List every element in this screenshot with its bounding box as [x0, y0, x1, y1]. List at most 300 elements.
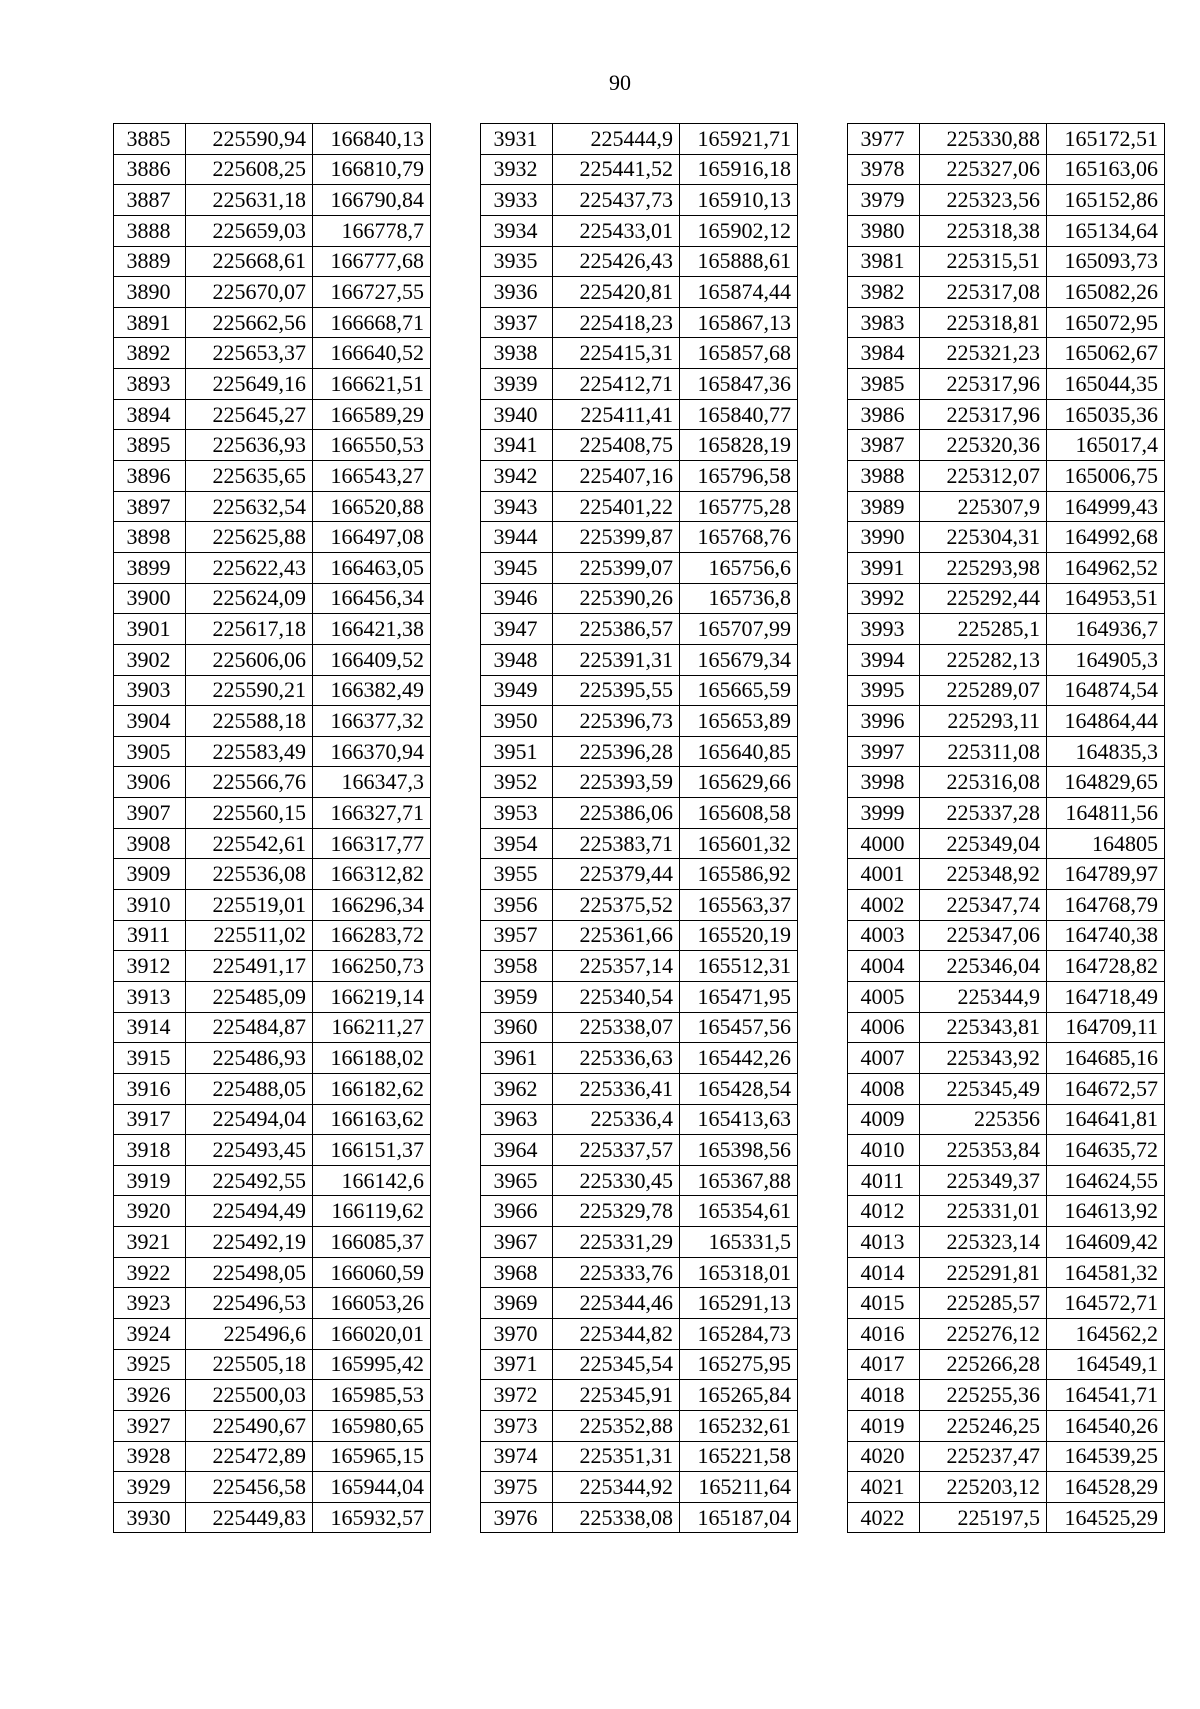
- x-coordinate-cell: 225408,75: [553, 430, 680, 461]
- point-number-cell: 3898: [114, 522, 186, 553]
- table-row: [848, 1104, 1165, 1135]
- x-coordinate-cell: 225344,9: [920, 981, 1047, 1012]
- point-number-cell: 3939: [481, 369, 553, 400]
- y-coordinate-cell: 166188,02: [313, 1043, 431, 1074]
- y-coordinate-cell: 165398,56: [680, 1135, 798, 1166]
- x-coordinate-cell: 225590,94: [186, 124, 313, 155]
- y-coordinate-cell: 164740,38: [1047, 920, 1165, 951]
- y-coordinate-cell: 165768,76: [680, 522, 798, 553]
- y-coordinate-cell: 166151,37: [313, 1135, 431, 1166]
- point-number-cell: 3936: [481, 277, 553, 308]
- point-number-cell: 4006: [848, 1012, 920, 1043]
- table-row: [114, 675, 431, 706]
- x-coordinate-cell: 225395,55: [553, 675, 680, 706]
- table-row: [481, 185, 798, 216]
- x-coordinate-cell: 225352,88: [553, 1410, 680, 1441]
- y-coordinate-cell: 164528,29: [1047, 1472, 1165, 1503]
- y-coordinate-cell: 164962,52: [1047, 552, 1165, 583]
- point-number-cell: 3904: [114, 706, 186, 737]
- table-row: [848, 185, 1165, 216]
- x-coordinate-cell: 225346,04: [920, 951, 1047, 982]
- point-number-cell: 3897: [114, 491, 186, 522]
- y-coordinate-cell: 166119,62: [313, 1196, 431, 1227]
- point-number-cell: 3886: [114, 154, 186, 185]
- x-coordinate-cell: 225519,01: [186, 890, 313, 921]
- x-coordinate-cell: 225356: [920, 1104, 1047, 1135]
- x-coordinate-cell: 225411,41: [553, 399, 680, 430]
- x-coordinate-cell: 225344,46: [553, 1288, 680, 1319]
- point-number-cell: 4019: [848, 1410, 920, 1441]
- point-number-cell: 3948: [481, 644, 553, 675]
- x-coordinate-cell: 225494,04: [186, 1104, 313, 1135]
- table-row: [848, 246, 1165, 277]
- y-coordinate-cell: 166020,01: [313, 1318, 431, 1349]
- table-row: [114, 1043, 431, 1074]
- y-coordinate-cell: 164572,71: [1047, 1288, 1165, 1319]
- point-number-cell: 3941: [481, 430, 553, 461]
- x-coordinate-cell: 225344,92: [553, 1472, 680, 1503]
- table-row: [114, 369, 431, 400]
- y-coordinate-cell: 166621,51: [313, 369, 431, 400]
- table-row: [848, 706, 1165, 737]
- page-number: 90: [609, 70, 631, 95]
- table-row: [481, 828, 798, 859]
- x-coordinate-cell: 225318,81: [920, 307, 1047, 338]
- point-number-cell: 4005: [848, 981, 920, 1012]
- point-number-cell: 3949: [481, 675, 553, 706]
- point-number-cell: 3924: [114, 1318, 186, 1349]
- x-coordinate-cell: 225323,56: [920, 185, 1047, 216]
- point-number-cell: 3925: [114, 1349, 186, 1380]
- y-coordinate-cell: 166543,27: [313, 461, 431, 492]
- point-number-cell: 3989: [848, 491, 920, 522]
- y-coordinate-cell: 165221,58: [680, 1441, 798, 1472]
- table-row: [848, 1318, 1165, 1349]
- y-coordinate-cell: 164805: [1047, 828, 1165, 859]
- table-row: [481, 736, 798, 767]
- table-row: [481, 338, 798, 369]
- point-number-cell: 4008: [848, 1073, 920, 1104]
- table-row: [481, 583, 798, 614]
- y-coordinate-cell: 166163,62: [313, 1104, 431, 1135]
- y-coordinate-cell: 166778,7: [313, 215, 431, 246]
- y-coordinate-cell: 165062,67: [1047, 338, 1165, 369]
- table-row: [114, 614, 431, 645]
- y-coordinate-cell: 165756,6: [680, 552, 798, 583]
- point-number-cell: 3955: [481, 859, 553, 890]
- x-coordinate-cell: 225289,07: [920, 675, 1047, 706]
- x-coordinate-cell: 225505,18: [186, 1349, 313, 1380]
- x-coordinate-cell: 225433,01: [553, 215, 680, 246]
- table-row: [848, 1073, 1165, 1104]
- y-coordinate-cell: 165736,8: [680, 583, 798, 614]
- x-coordinate-cell: 225625,88: [186, 522, 313, 553]
- x-coordinate-cell: 225320,36: [920, 430, 1047, 461]
- point-number-cell: 3999: [848, 798, 920, 829]
- table-row: [114, 1441, 431, 1472]
- y-coordinate-cell: 166727,55: [313, 277, 431, 308]
- x-coordinate-cell: 225496,53: [186, 1288, 313, 1319]
- x-coordinate-cell: 225347,74: [920, 890, 1047, 921]
- table-row: [481, 1410, 798, 1441]
- y-coordinate-cell: 166810,79: [313, 154, 431, 185]
- y-coordinate-cell: 164541,71: [1047, 1380, 1165, 1411]
- y-coordinate-cell: 165608,58: [680, 798, 798, 829]
- point-number-cell: 3892: [114, 338, 186, 369]
- y-coordinate-cell: 165653,89: [680, 706, 798, 737]
- x-coordinate-cell: 225415,31: [553, 338, 680, 369]
- table-row: [848, 1257, 1165, 1288]
- point-number-cell: 4012: [848, 1196, 920, 1227]
- y-coordinate-cell: 165152,86: [1047, 185, 1165, 216]
- x-coordinate-cell: 225293,11: [920, 706, 1047, 737]
- table-row: [848, 1043, 1165, 1074]
- point-number-cell: 3894: [114, 399, 186, 430]
- x-coordinate-cell: 225330,88: [920, 124, 1047, 155]
- table-row: [114, 215, 431, 246]
- table-row: [481, 1043, 798, 1074]
- x-coordinate-cell: 225375,52: [553, 890, 680, 921]
- y-coordinate-cell: 165965,15: [313, 1441, 431, 1472]
- x-coordinate-cell: 225323,14: [920, 1227, 1047, 1258]
- x-coordinate-cell: 225606,06: [186, 644, 313, 675]
- point-number-cell: 3956: [481, 890, 553, 921]
- y-coordinate-cell: 165995,42: [313, 1349, 431, 1380]
- point-number-cell: 4000: [848, 828, 920, 859]
- x-coordinate-cell: 225383,71: [553, 828, 680, 859]
- point-number-cell: 3940: [481, 399, 553, 430]
- y-coordinate-cell: 165428,54: [680, 1073, 798, 1104]
- table-row: [481, 767, 798, 798]
- table-row: [114, 1196, 431, 1227]
- point-number-cell: 3963: [481, 1104, 553, 1135]
- table-row: [848, 338, 1165, 369]
- y-coordinate-cell: 165916,18: [680, 154, 798, 185]
- x-coordinate-cell: 225337,57: [553, 1135, 680, 1166]
- y-coordinate-cell: 165840,77: [680, 399, 798, 430]
- table-row: [848, 1441, 1165, 1472]
- table-row: [848, 736, 1165, 767]
- point-number-cell: 3930: [114, 1502, 186, 1533]
- x-coordinate-cell: 225336,63: [553, 1043, 680, 1074]
- table-row: [114, 1227, 431, 1258]
- x-coordinate-cell: 225590,21: [186, 675, 313, 706]
- table-row: [848, 1135, 1165, 1166]
- point-number-cell: 4003: [848, 920, 920, 951]
- y-coordinate-cell: 164718,49: [1047, 981, 1165, 1012]
- table-row: [481, 399, 798, 430]
- y-coordinate-cell: 164539,25: [1047, 1441, 1165, 1472]
- x-coordinate-cell: 225560,15: [186, 798, 313, 829]
- table-row: [114, 338, 431, 369]
- y-coordinate-cell: 166370,94: [313, 736, 431, 767]
- table-row: [848, 1227, 1165, 1258]
- y-coordinate-cell: 165413,63: [680, 1104, 798, 1135]
- y-coordinate-cell: 166409,52: [313, 644, 431, 675]
- y-coordinate-cell: 164864,44: [1047, 706, 1165, 737]
- y-coordinate-cell: 166142,6: [313, 1165, 431, 1196]
- y-coordinate-cell: 166053,26: [313, 1288, 431, 1319]
- point-number-cell: 3996: [848, 706, 920, 737]
- table-row: [114, 124, 431, 155]
- point-number-cell: 3923: [114, 1288, 186, 1319]
- table-row: [114, 1012, 431, 1043]
- table-row: [848, 614, 1165, 645]
- y-coordinate-cell: 166327,71: [313, 798, 431, 829]
- point-number-cell: 3900: [114, 583, 186, 614]
- y-coordinate-cell: 165072,95: [1047, 307, 1165, 338]
- point-number-cell: 3932: [481, 154, 553, 185]
- x-coordinate-cell: 225307,9: [920, 491, 1047, 522]
- x-coordinate-cell: 225426,43: [553, 246, 680, 277]
- point-number-cell: 3973: [481, 1410, 553, 1441]
- x-coordinate-cell: 225282,13: [920, 644, 1047, 675]
- y-coordinate-cell: 165563,37: [680, 890, 798, 921]
- point-number-cell: 3901: [114, 614, 186, 645]
- y-coordinate-cell: 164624,55: [1047, 1165, 1165, 1196]
- x-coordinate-cell: 225331,29: [553, 1227, 680, 1258]
- table-row: [848, 920, 1165, 951]
- coordinates-table-2: [480, 123, 798, 1533]
- table-row: [848, 1410, 1165, 1441]
- x-coordinate-cell: 225412,71: [553, 369, 680, 400]
- table-row: [481, 1165, 798, 1196]
- point-number-cell: 3891: [114, 307, 186, 338]
- point-number-cell: 3929: [114, 1472, 186, 1503]
- y-coordinate-cell: 166250,73: [313, 951, 431, 982]
- point-number-cell: 3896: [114, 461, 186, 492]
- point-number-cell: 3965: [481, 1165, 553, 1196]
- x-coordinate-cell: 225361,66: [553, 920, 680, 951]
- point-number-cell: 3972: [481, 1380, 553, 1411]
- point-number-cell: 3890: [114, 277, 186, 308]
- table-row: [848, 1012, 1165, 1043]
- x-coordinate-cell: 225399,87: [553, 522, 680, 553]
- point-number-cell: 4001: [848, 859, 920, 890]
- x-coordinate-cell: 225246,25: [920, 1410, 1047, 1441]
- x-coordinate-cell: 225472,89: [186, 1441, 313, 1472]
- x-coordinate-cell: 225449,83: [186, 1502, 313, 1533]
- y-coordinate-cell: 165902,12: [680, 215, 798, 246]
- x-coordinate-cell: 225496,6: [186, 1318, 313, 1349]
- x-coordinate-cell: 225662,56: [186, 307, 313, 338]
- table-row: [114, 1410, 431, 1441]
- point-number-cell: 3916: [114, 1073, 186, 1104]
- point-number-cell: 4004: [848, 951, 920, 982]
- table-row: [848, 1380, 1165, 1411]
- x-coordinate-cell: 225336,4: [553, 1104, 680, 1135]
- y-coordinate-cell: 165629,66: [680, 767, 798, 798]
- point-number-cell: 3978: [848, 154, 920, 185]
- table-row: [848, 583, 1165, 614]
- point-number-cell: 4015: [848, 1288, 920, 1319]
- point-number-cell: 3958: [481, 951, 553, 982]
- y-coordinate-cell: 164953,51: [1047, 583, 1165, 614]
- y-coordinate-cell: 165512,31: [680, 951, 798, 982]
- point-number-cell: 3967: [481, 1227, 553, 1258]
- x-coordinate-cell: 225276,12: [920, 1318, 1047, 1349]
- x-coordinate-cell: 225266,28: [920, 1349, 1047, 1380]
- table-row: [114, 1349, 431, 1380]
- point-number-cell: 4013: [848, 1227, 920, 1258]
- table-row: [481, 614, 798, 645]
- point-number-cell: 3938: [481, 338, 553, 369]
- point-number-cell: 3889: [114, 246, 186, 277]
- x-coordinate-cell: 225632,54: [186, 491, 313, 522]
- table-row: [114, 951, 431, 982]
- point-number-cell: 3980: [848, 215, 920, 246]
- y-coordinate-cell: 165457,56: [680, 1012, 798, 1043]
- table-row: [481, 1135, 798, 1166]
- table-row: [481, 1257, 798, 1288]
- y-coordinate-cell: 166668,71: [313, 307, 431, 338]
- x-coordinate-cell: 225353,84: [920, 1135, 1047, 1166]
- point-number-cell: 3994: [848, 644, 920, 675]
- table-row: [114, 1257, 431, 1288]
- y-coordinate-cell: 166497,08: [313, 522, 431, 553]
- y-coordinate-cell: 165921,71: [680, 124, 798, 155]
- point-number-cell: 3944: [481, 522, 553, 553]
- table-row: [114, 1104, 431, 1135]
- point-number-cell: 3951: [481, 736, 553, 767]
- x-coordinate-cell: 225635,65: [186, 461, 313, 492]
- x-coordinate-cell: 225338,08: [553, 1502, 680, 1533]
- point-number-cell: 3934: [481, 215, 553, 246]
- point-number-cell: 3907: [114, 798, 186, 829]
- x-coordinate-cell: 225311,08: [920, 736, 1047, 767]
- point-number-cell: 3942: [481, 461, 553, 492]
- point-number-cell: 4009: [848, 1104, 920, 1135]
- table-row: [481, 951, 798, 982]
- table-row: [114, 1472, 431, 1503]
- x-coordinate-cell: 225318,38: [920, 215, 1047, 246]
- table-row: [848, 675, 1165, 706]
- y-coordinate-cell: 164685,16: [1047, 1043, 1165, 1074]
- y-coordinate-cell: 165006,75: [1047, 461, 1165, 492]
- point-number-cell: 3945: [481, 552, 553, 583]
- table-row: [114, 1318, 431, 1349]
- y-coordinate-cell: 165707,99: [680, 614, 798, 645]
- y-coordinate-cell: 164635,72: [1047, 1135, 1165, 1166]
- y-coordinate-cell: 166840,13: [313, 124, 431, 155]
- table-row: [848, 552, 1165, 583]
- y-coordinate-cell: 165867,13: [680, 307, 798, 338]
- x-coordinate-cell: 225484,87: [186, 1012, 313, 1043]
- point-number-cell: 3987: [848, 430, 920, 461]
- x-coordinate-cell: 225444,9: [553, 124, 680, 155]
- point-number-cell: 3995: [848, 675, 920, 706]
- y-coordinate-cell: 164672,57: [1047, 1073, 1165, 1104]
- y-coordinate-cell: 165520,19: [680, 920, 798, 951]
- y-coordinate-cell: 164609,42: [1047, 1227, 1165, 1258]
- x-coordinate-cell: 225347,06: [920, 920, 1047, 951]
- y-coordinate-cell: 166219,14: [313, 981, 431, 1012]
- y-coordinate-cell: 166777,68: [313, 246, 431, 277]
- y-coordinate-cell: 165932,57: [313, 1502, 431, 1533]
- point-number-cell: 3919: [114, 1165, 186, 1196]
- table-row: [848, 859, 1165, 890]
- x-coordinate-cell: 225491,17: [186, 951, 313, 982]
- point-number-cell: 3911: [114, 920, 186, 951]
- y-coordinate-cell: 165134,64: [1047, 215, 1165, 246]
- table-row: [481, 1012, 798, 1043]
- y-coordinate-cell: 165847,36: [680, 369, 798, 400]
- point-number-cell: 3917: [114, 1104, 186, 1135]
- x-coordinate-cell: 225668,61: [186, 246, 313, 277]
- y-coordinate-cell: 165367,88: [680, 1165, 798, 1196]
- table-row: [114, 736, 431, 767]
- point-number-cell: 3954: [481, 828, 553, 859]
- x-coordinate-cell: 225399,07: [553, 552, 680, 583]
- table-row: [114, 1073, 431, 1104]
- table-row: [481, 706, 798, 737]
- table-row: [114, 798, 431, 829]
- table-row: [848, 1288, 1165, 1319]
- point-number-cell: 3961: [481, 1043, 553, 1074]
- y-coordinate-cell: 166463,05: [313, 552, 431, 583]
- table-row: [481, 675, 798, 706]
- point-number-cell: 3913: [114, 981, 186, 1012]
- x-coordinate-cell: 225340,54: [553, 981, 680, 1012]
- point-number-cell: 3991: [848, 552, 920, 583]
- table-row: [481, 277, 798, 308]
- table-row: [848, 1196, 1165, 1227]
- point-number-cell: 3979: [848, 185, 920, 216]
- table-row: [848, 461, 1165, 492]
- y-coordinate-cell: 166550,53: [313, 430, 431, 461]
- y-coordinate-cell: 165232,61: [680, 1410, 798, 1441]
- point-number-cell: 3895: [114, 430, 186, 461]
- table-row: [114, 859, 431, 890]
- point-number-cell: 4021: [848, 1472, 920, 1503]
- table-row: [481, 430, 798, 461]
- y-coordinate-cell: 166640,52: [313, 338, 431, 369]
- y-coordinate-cell: 165291,13: [680, 1288, 798, 1319]
- x-coordinate-cell: 225327,06: [920, 154, 1047, 185]
- point-number-cell: 3909: [114, 859, 186, 890]
- y-coordinate-cell: 165044,35: [1047, 369, 1165, 400]
- x-coordinate-cell: 225197,5: [920, 1502, 1047, 1533]
- point-number-cell: 3906: [114, 767, 186, 798]
- y-coordinate-cell: 165586,92: [680, 859, 798, 890]
- point-number-cell: 3992: [848, 583, 920, 614]
- table-row: [114, 307, 431, 338]
- coordinates-table-1: [113, 123, 431, 1533]
- table-row: [114, 583, 431, 614]
- y-coordinate-cell: 164999,43: [1047, 491, 1165, 522]
- x-coordinate-cell: 225492,19: [186, 1227, 313, 1258]
- table-row: [114, 920, 431, 951]
- y-coordinate-cell: 164562,2: [1047, 1318, 1165, 1349]
- table-row: [481, 1104, 798, 1135]
- point-number-cell: 3986: [848, 399, 920, 430]
- x-coordinate-cell: 225649,16: [186, 369, 313, 400]
- y-coordinate-cell: 164768,79: [1047, 890, 1165, 921]
- y-coordinate-cell: 165163,06: [1047, 154, 1165, 185]
- x-coordinate-cell: 225396,28: [553, 736, 680, 767]
- table-row: [481, 491, 798, 522]
- y-coordinate-cell: 166456,34: [313, 583, 431, 614]
- point-number-cell: 3981: [848, 246, 920, 277]
- x-coordinate-cell: 225386,57: [553, 614, 680, 645]
- x-coordinate-cell: 225331,01: [920, 1196, 1047, 1227]
- table-row: [848, 369, 1165, 400]
- table-row: [114, 1135, 431, 1166]
- point-number-cell: 3985: [848, 369, 920, 400]
- table-row: [481, 981, 798, 1012]
- table-row: [848, 399, 1165, 430]
- x-coordinate-cell: 225285,57: [920, 1288, 1047, 1319]
